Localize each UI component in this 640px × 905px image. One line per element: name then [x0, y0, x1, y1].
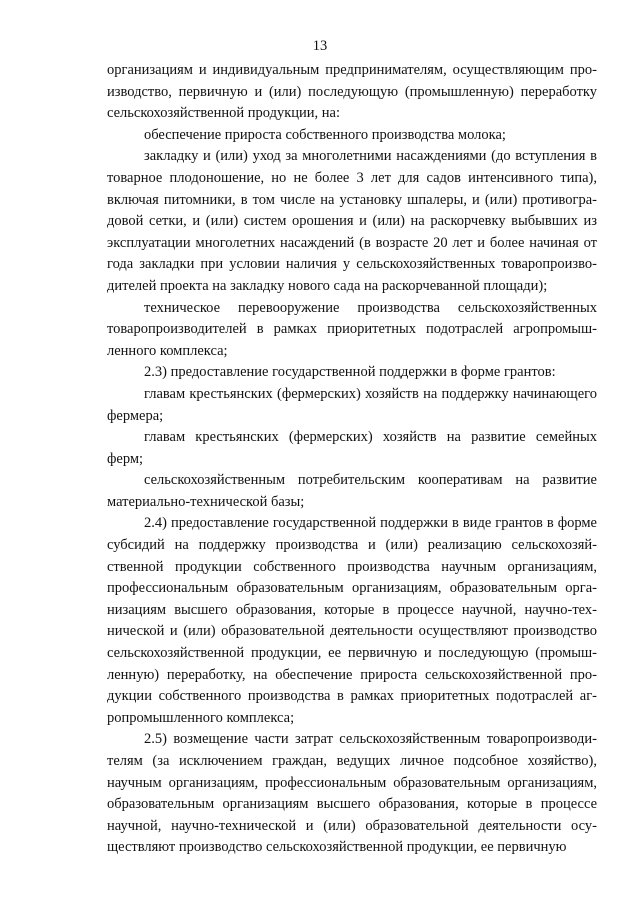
paragraph-milk-production: обеспечение прироста собственного производства молока; [144, 126, 506, 143]
paragraph-organizations: организациям и индивидуальным предпринимателям, осуществляющим производство, первичную и (или) последующую (промышленную) переработку сельскохозяйственной продукции, на: [107, 62, 597, 122]
paragraph-cooperatives: сельскохозяйственным потребительским кооперативам на развитие материально-технической базы; [107, 472, 597, 510]
paragraph-item-2-4: 2.4) предоставление государственной поддержки в виде грантов в форме субсидий на поддержку производства и (или) реализацию сельскохозяйственной продукции собственного производства научным организациям, профессиональным образовательным организациям, образовательным организациям высшего образования, которые в процессе научной, научно-технической и (или) образовательной деятельности осуществляют производство сельскохозяйственной продукции, ее первичную и последующую (промышленную) переработку, на обеспечение прироста сельскохозяйственной продукции собственного производства в рамках приоритетных подотраслей агропромышленного комплекса; [107, 515, 597, 726]
paragraph-beginning-farmer: главам крестьянских (фермерских) хозяйств на поддержку начинающего фермера; [107, 385, 597, 424]
paragraph-item-2-3: 2.3) предоставление государственной поддержки в форме грантов: [144, 364, 556, 381]
paragraph-perennial-plantings: закладку и (или) уход за многолетними насаждениями (до вступления в товарное плодоношение, но не более 3 лет для садов интенсивного типа), включая питомники, в том числе на установку шпалеры, и (или) противоградовой сетки, и (или) систем орошения и (или) на раскорчевку выбывших из эксплуатации многолетних насаждений (в возрасте 20 лет и более начиная от года закладки при условии наличия у сельскохозяйственных товаропроизводителей проекта на закладку нового сада на раскорчеванной площади); [107, 148, 597, 294]
document-body [107, 60, 597, 859]
paragraph-family-farms: главам крестьянских (фермерских) хозяйств на развитие семейных ферм; [107, 429, 597, 467]
paragraph-technical-reequipment: техническое перевооружение производства сельскохозяйственных товаропроизводителей в рамках приоритетных подотраслей агропромышленного комплекса; [107, 299, 597, 359]
paragraph-item-2-5: 2.5) возмещение части затрат сельскохозяйственным товаропроизводителям (за исключением граждан, ведущих личное подсобное хозяйство), научным организациям, профессиональным образовательным организациям, образовательным организациям высшего образования, которые в процессе научной, научно-технической и (или) образовательной деятельности осуществляют производство сельскохозяйственной продукции, ее первичную [107, 731, 597, 856]
page-number: 13 [312, 38, 328, 54]
